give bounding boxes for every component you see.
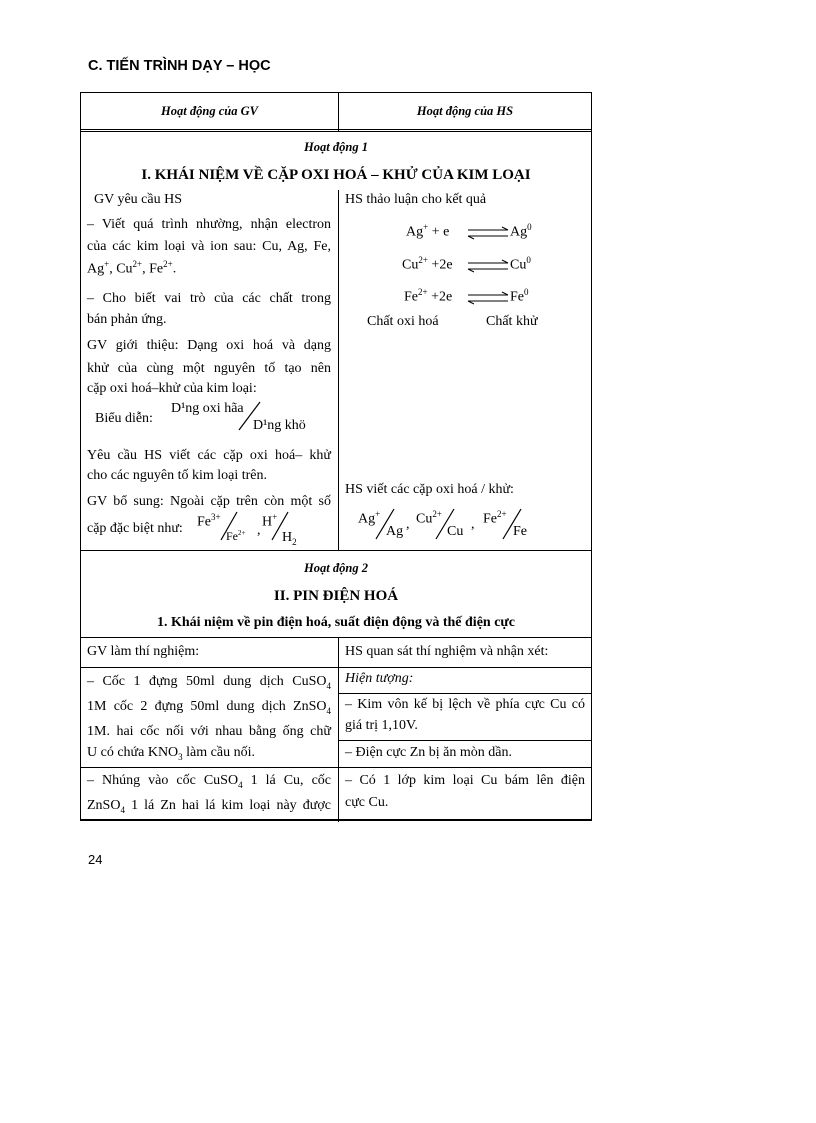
pair-cu-top: $Cu^{2+}$ (416, 509, 442, 527)
pair-fe-bottom: Fe (513, 524, 527, 539)
gv-text: 1M cốc 2 đựng 50ml dung dịch ZnSO$_4$ (87, 699, 331, 716)
pair-comma: , (471, 517, 475, 532)
row-divider (81, 637, 591, 638)
gv-text: GV bổ sung: Ngoài cặp trên còn một số (87, 494, 331, 509)
section-heading: C. TIẾN TRÌNH DẠY – HỌC (88, 58, 271, 74)
gv-text: 1M. hai cốc nối với nhau bằng ống chữ (87, 724, 331, 739)
pair-fe3-bottom: $Fe^{2+}$ (226, 529, 246, 543)
lesson-table (80, 92, 592, 821)
hs-hien-tuong: Hiện tượng: (345, 671, 414, 686)
gv-text: ZnSO$_4$ 1 lá Zn hai lá kim loại này được (87, 798, 331, 815)
pair-h-top: H+ (262, 512, 278, 530)
pair-ag-bottom: Ag (386, 524, 404, 539)
page-number: 24 (88, 852, 103, 867)
fraction-top: D¹ng oxi hãa (171, 401, 244, 416)
activity1-label: Hoạt động 1 (304, 140, 368, 154)
bieu-dien-label: Biểu diễn: (95, 411, 153, 426)
gv-text: bán phản ứng. (87, 312, 167, 327)
header-hs: Hoạt động của HS (416, 104, 514, 118)
equation-fe: $Fe^{2+} +2e$ (404, 287, 453, 305)
activity2-label: Hoạt động 2 (304, 561, 368, 575)
cell-divider (81, 667, 338, 668)
hs-text: cực Cu. (345, 795, 389, 810)
column-divider (338, 190, 339, 550)
pair-fe3-top: $Fe^{3+}$ (197, 512, 221, 530)
equation-cu-right: Cu$^0$ (510, 255, 531, 273)
equilibrium-arrow (466, 259, 510, 273)
pair-fe-top: $Fe^{2+}$ (483, 509, 507, 527)
activity1-title: I. KHÁI NIỆM VỀ CẶP OXI HOÁ – KHỬ CỦA KIM LOẠI (141, 167, 531, 183)
pair-h-bottom: $H_2$ (282, 530, 297, 547)
pair-cu-bottom: Cu (447, 524, 464, 539)
hs-text: – Điện cực Zn bị ăn mòn dần. (345, 745, 512, 760)
hs-text: – Kim vôn kế bị lệch về phía cực Cu có (345, 697, 585, 712)
activity2-subtitle: 1. Khái niệm về pin điện hoá, suất điện động và thế điện cực (156, 615, 516, 630)
activity2-title: II. PIN ĐIỆN HOÁ (273, 588, 399, 604)
row-divider (81, 550, 591, 551)
cell-divider (339, 767, 591, 768)
gv-text: cho các nguyên tố kim loại trên. (87, 468, 267, 483)
gv-text: cặp đặc biệt như: (87, 521, 183, 536)
cell-divider (339, 667, 591, 668)
gv-text: – Cốc 1 đựng 50ml dung dịch CuSO$_4$ (87, 674, 331, 691)
pair-comma: , (257, 523, 261, 538)
hs-text: – Có 1 lớp kim loại Cu bám lên điện (345, 773, 585, 788)
gv-text: khử của cùng một nguyên tố tạo nên (87, 361, 331, 376)
equation-fe-right: Fe$^0$ (510, 287, 529, 305)
gv-text: U có chứa $KNO_3$ làm cầu nối. (87, 745, 255, 762)
equation-ag-right: Ag$^0$ (510, 222, 532, 240)
gv-text: – Cho biết vai trò của các chất trong (87, 291, 331, 306)
gv-text: GV làm thí nghiệm: (87, 644, 200, 659)
cell-divider (81, 767, 338, 768)
gv-ions: Ag+, $Cu^{2+}$, $Fe^{2+}$. (87, 259, 177, 277)
gv-text: GV yêu cầu HS (94, 192, 183, 207)
pair-ag-top: Ag+ (358, 509, 381, 527)
hs-text: HS thảo luận cho kết quả (345, 192, 487, 207)
label-chat-oxi-hoa: Chất oxi hoá (367, 314, 439, 329)
header-divider (81, 129, 591, 132)
equation-ag: Ag+ + e (406, 222, 450, 240)
fraction-bottom: D¹ng khö (253, 418, 306, 433)
hs-text: HS quan sát thí nghiệm và nhận xét: (345, 644, 549, 659)
equilibrium-arrow (466, 226, 510, 240)
gv-text: – Nhúng vào cốc CuSO$_4$ 1 lá Cu, cốc (87, 773, 331, 790)
column-divider (338, 637, 339, 822)
equation-cu: $Cu^{2+} +2e$ (402, 255, 453, 273)
gv-text: GV giới thiệu: Dạng oxi hoá và dạng (87, 338, 331, 353)
gv-text: – Viết quá trình nhường, nhận electron (87, 217, 331, 232)
hs-text: HS viết các cặp oxi hoá / khử: (345, 482, 514, 497)
gv-text: của các kim loại và ion sau: Cu, Ag, Fe, (87, 239, 331, 254)
column-divider (338, 93, 339, 132)
label-chat-khu: Chất khử (486, 314, 538, 329)
pair-comma: , (406, 517, 410, 532)
gv-text: cặp oxi hoá–khử của kim loại: (87, 381, 257, 396)
gv-text: Yêu cầu HS viết các cặp oxi hoá– khử (87, 448, 331, 463)
equilibrium-arrow (466, 291, 510, 305)
hs-text: giá trị 1,10V. (345, 718, 418, 733)
cell-divider (339, 740, 591, 741)
header-gv: Hoạt động của GV (161, 104, 258, 118)
